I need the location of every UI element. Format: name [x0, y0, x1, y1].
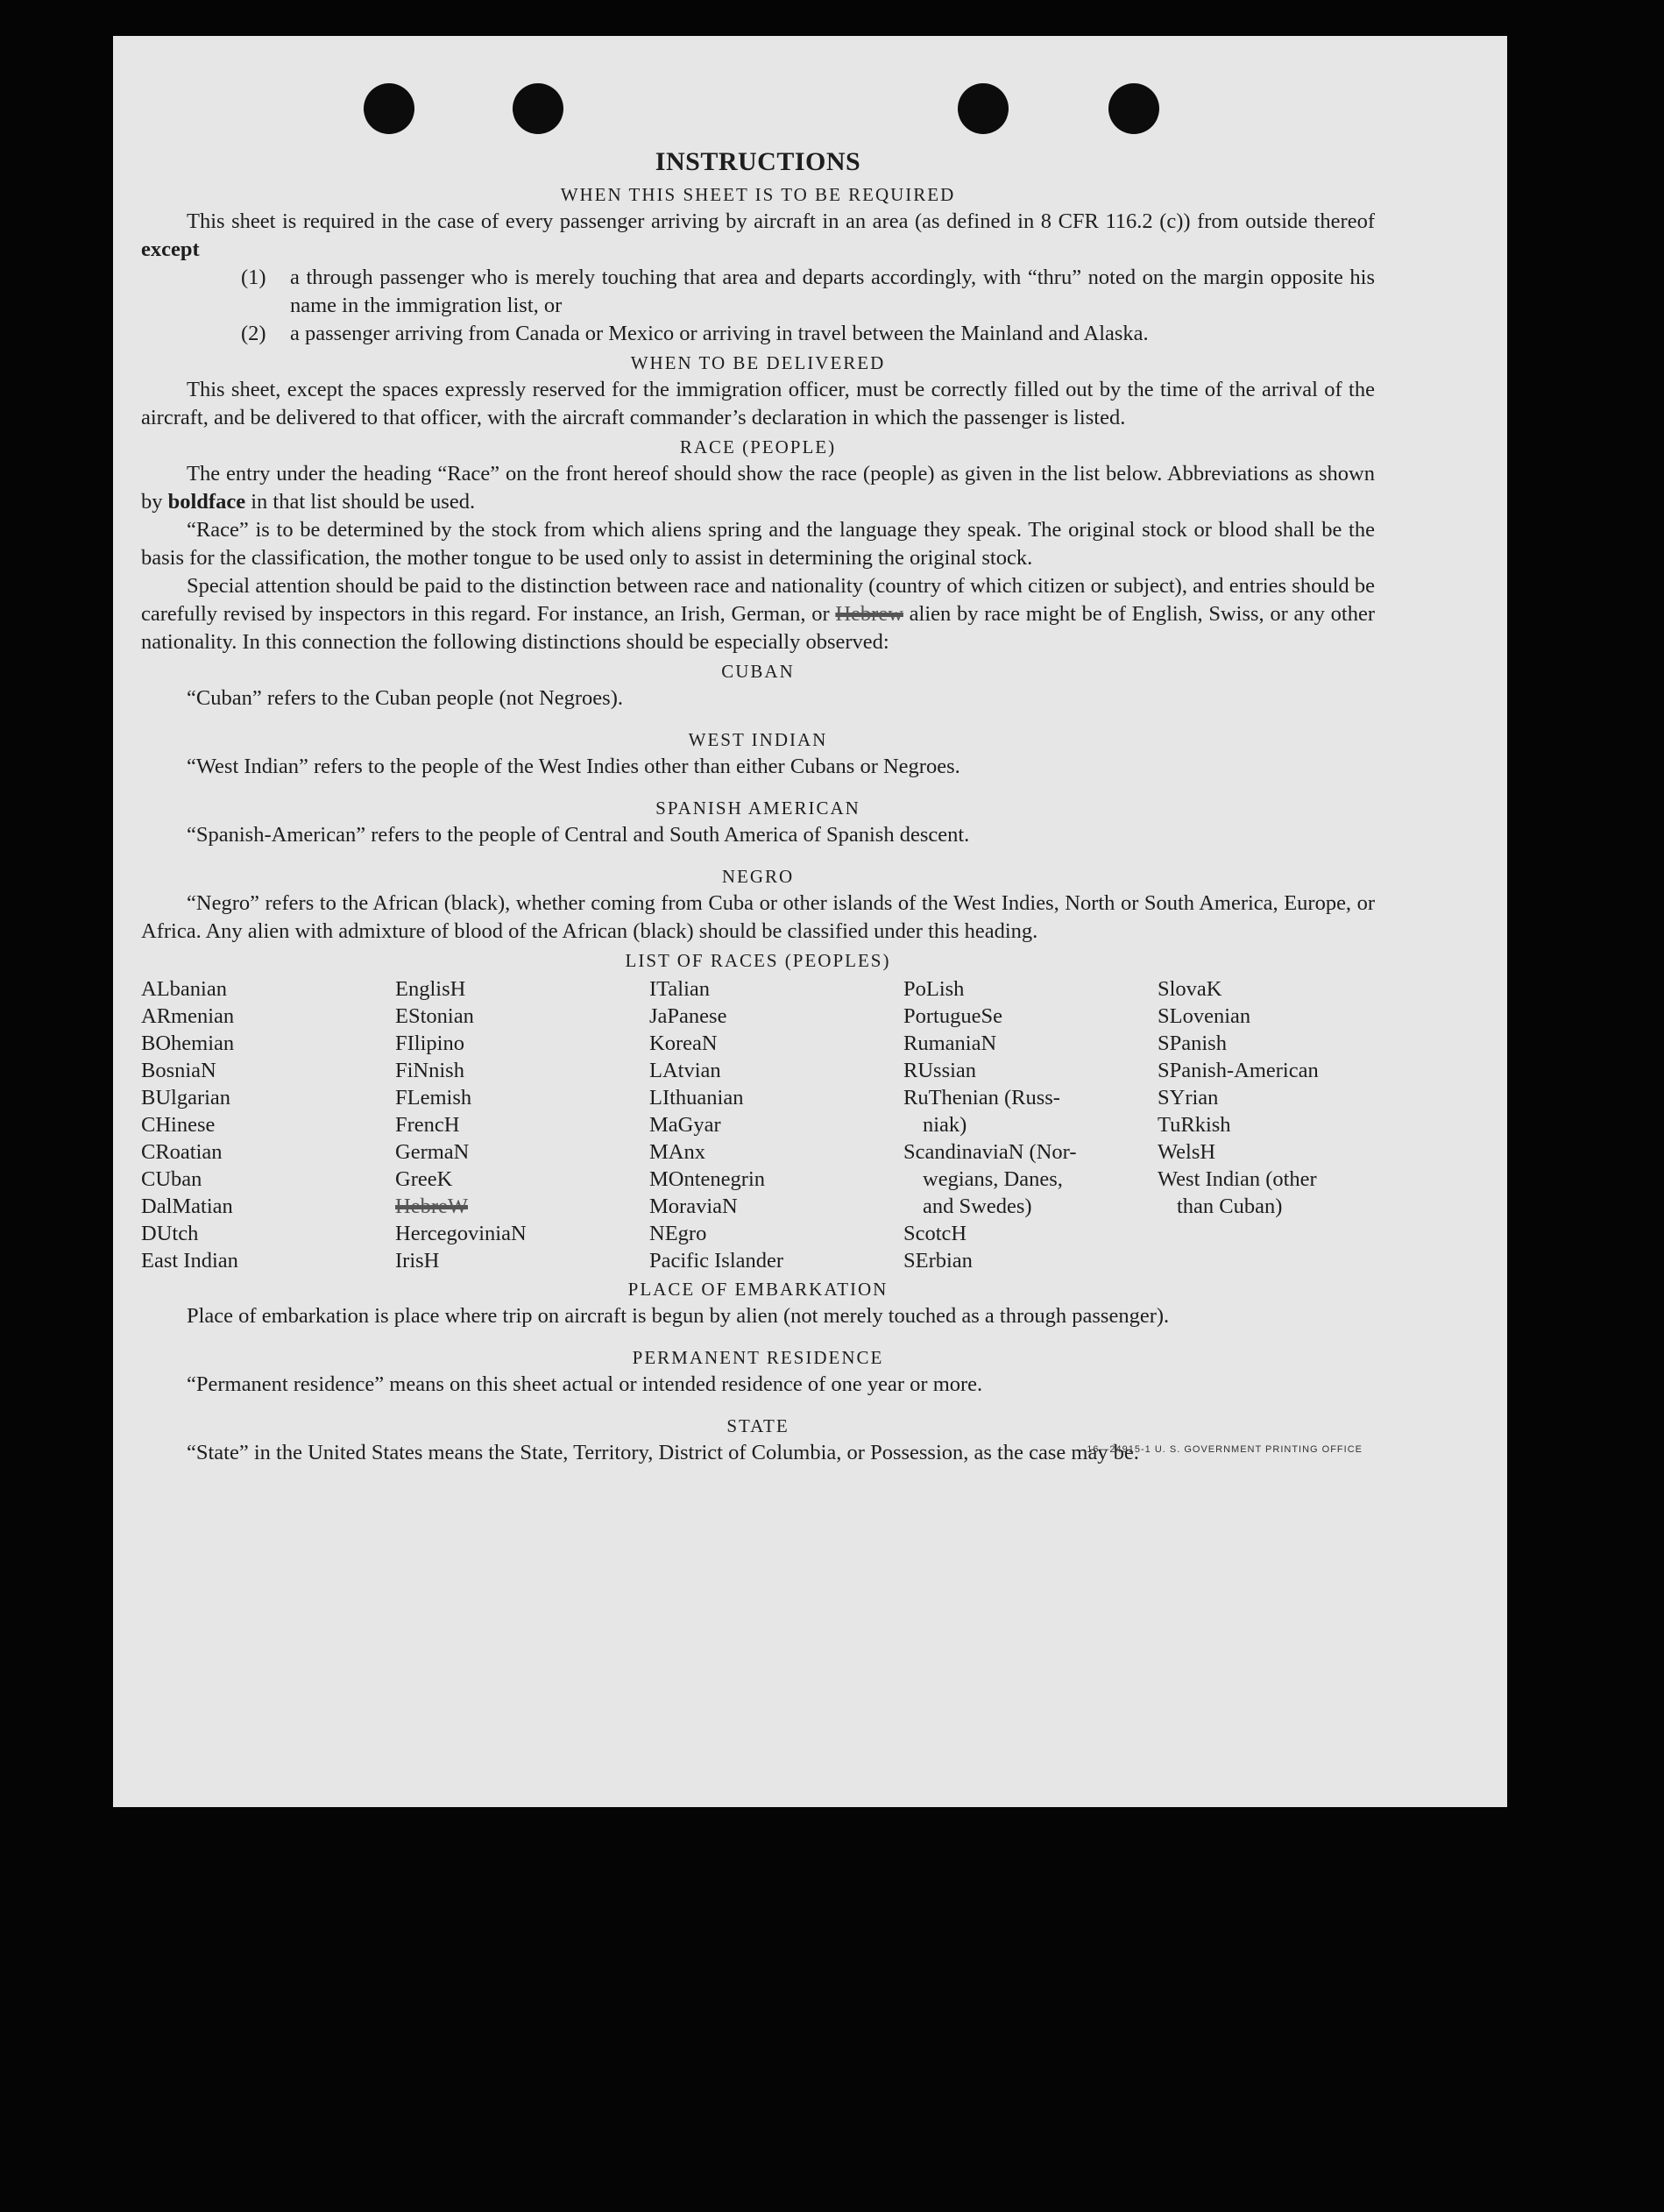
list-item: SPanish [1158, 1032, 1227, 1055]
race-paragraph-1: The entry under the heading “Race” on the front hereof should show the race (people) as given in the list below. Abbreviations as shown by boldface in that list should be used. [141, 462, 1375, 514]
list-item: DUtch [141, 1222, 199, 1245]
list-item: EnglisH [395, 977, 466, 1001]
west-indian-paragraph: “West Indian” refers to the people of the West Indies other than either Cubans or Negroes. [187, 755, 960, 778]
list-item: ScandinaviaN (Nor- [903, 1140, 1077, 1164]
list-item: ScotcH [903, 1222, 967, 1245]
races-column-5 [1158, 975, 1377, 1274]
list-item: PoLish [903, 977, 965, 1001]
list-item: ARmenian [141, 1004, 235, 1028]
section-heading-west-indian: WEST INDIAN [688, 729, 828, 750]
list-item: RUssian [903, 1059, 977, 1082]
section-heading-negro: NEGRO [721, 866, 795, 887]
required-item-1: (1) a through passenger who is merely touching that area and departs accordingly, with “thru” noted on the margin opposite his name in the immigration list, or [241, 266, 1375, 317]
list-item: SErbian [903, 1249, 973, 1273]
residence-paragraph: “Permanent residence” means on this sheet actual or intended residence of one year or more. [187, 1372, 983, 1396]
list-item: CUban [141, 1167, 202, 1191]
list-item: FIlipino [395, 1032, 464, 1055]
list-item: MoraviaN [649, 1195, 738, 1218]
cuban-paragraph: “Cuban” refers to the Cuban people (not Negroes). [187, 686, 623, 710]
instructions-content [141, 146, 1375, 1467]
list-item: TuRkish [1158, 1113, 1231, 1137]
list-item-struck: HebreW [395, 1195, 468, 1218]
list-item-continuation: wegians, Danes, [923, 1167, 1063, 1191]
races-column-2 [395, 975, 649, 1274]
page-title: INSTRUCTIONS [655, 147, 861, 176]
state-footer-row [141, 1439, 1375, 1467]
list-item: WelsH [1158, 1140, 1216, 1164]
section-heading-cuban: CUBAN [721, 661, 795, 682]
list-item: MOntenegrin [649, 1167, 765, 1191]
list-item: GreeK [395, 1167, 453, 1191]
list-item: SLovenian [1158, 1004, 1251, 1028]
punch-hole [513, 83, 563, 134]
list-item: HercegoviniaN [395, 1222, 527, 1245]
delivered-paragraph: This sheet, except the spaces expressly reserved for the immigration officer, must be correctly filled out by the time of the arrival of the aircraft, and be delivered to that officer, with the aircraft commander’s declaration in which the passenger is listed. [141, 378, 1375, 429]
list-item: ALbanian [141, 977, 227, 1001]
section-heading-list-of-races: LIST OF RACES (PEOPLES) [625, 950, 891, 971]
list-item: ITalian [649, 977, 711, 1001]
list-item: IrisH [395, 1249, 440, 1273]
list-item-continuation: niak) [923, 1113, 967, 1137]
list-item: FLemish [395, 1086, 472, 1110]
list-item: JaPanese [649, 1004, 727, 1028]
list-item: MaGyar [649, 1113, 721, 1137]
list-item: LIthuanian [649, 1086, 744, 1110]
list-item: EStonian [395, 1004, 474, 1028]
list-item: PortugueSe [903, 1004, 1002, 1028]
instruction-sheet [113, 36, 1507, 1807]
section-heading-required: WHEN THIS SHEET IS TO BE REQUIRED [560, 184, 956, 205]
list-item: MAnx [649, 1140, 705, 1164]
list-item-continuation: than Cuban) [1177, 1195, 1283, 1218]
section-heading-residence: PERMANENT RESIDENCE [632, 1347, 884, 1368]
list-item: West Indian (other [1158, 1167, 1317, 1191]
list-item: DalMatian [141, 1195, 233, 1218]
list-item: East Indian [141, 1249, 238, 1273]
embarkation-paragraph: Place of embarkation is place where trip on aircraft is begun by alien (not merely touched as a through passenger). [187, 1304, 1170, 1328]
races-column-3 [649, 975, 903, 1274]
spanish-american-paragraph: “Spanish-American” refers to the people of Central and South America of Spanish descent. [187, 823, 970, 847]
section-heading-delivered: WHEN TO BE DELIVERED [630, 352, 886, 373]
list-item: RuThenian (Russ- [903, 1086, 1060, 1110]
list-item: Pacific Islander [649, 1249, 784, 1273]
list-item: FiNnish [395, 1059, 464, 1082]
punch-hole [1108, 83, 1159, 134]
printer-mark: 16—24915-1 U. S. GOVERNMENT PRINTING OFFICE [1087, 1444, 1363, 1455]
list-item: GermaN [395, 1140, 470, 1164]
section-heading-embarkation: PLACE OF EMBARKATION [627, 1279, 889, 1300]
race-paragraph-2: “Race” is to be determined by the stock from which aliens spring and the language they speak. The original stock or blood shall be the basis for the classification, the mother tongue to be used only to assist in determining the original stock. [141, 518, 1375, 570]
list-item: FrencH [395, 1113, 460, 1137]
list-item: BosniaN [141, 1059, 216, 1082]
races-list [141, 975, 1375, 1274]
section-heading-spanish-american: SPANISH AMERICAN [655, 798, 860, 819]
punch-hole [364, 83, 414, 134]
races-column-4 [903, 975, 1158, 1274]
punch-hole [958, 83, 1009, 134]
list-item: NEgro [649, 1222, 707, 1245]
list-item: CRoatian [141, 1140, 223, 1164]
list-item: SPanish-American [1158, 1059, 1319, 1082]
list-item: BOhemian [141, 1032, 235, 1055]
list-item: BUlgarian [141, 1086, 231, 1110]
races-column-1 [141, 975, 395, 1274]
section-heading-state: STATE [726, 1415, 790, 1436]
list-item: CHinese [141, 1113, 216, 1137]
list-item: KoreaN [649, 1032, 718, 1055]
required-item-2: (2) a passenger arriving from Canada or Mexico or arriving in travel between the Mainland and Alaska. [241, 322, 1149, 345]
race-paragraph-3: Special attention should be paid to the distinction between race and nationality (country of which citizen or subject), and entries should be carefully revised by inspectors in this regard. For instance, an Irish, German, or Hebrew alien by race might be of English, Swiss, or any other nationality. In this connection the following distinctions should be especially observed: [141, 574, 1375, 654]
list-item: LAtvian [649, 1059, 721, 1082]
negro-paragraph: “Negro” refers to the African (black), whether coming from Cuba or other islands of the West Indies, North or South America, Europe, or Africa. Any alien with admixture of blood of the African (black) should be classified under this heading. [141, 891, 1375, 943]
section-heading-race: RACE (PEOPLE) [679, 436, 837, 457]
list-item: SlovaK [1158, 977, 1222, 1001]
state-paragraph: “State” in the United States means the State, Territory, District of Columbia, or Possession, as the case may be. [187, 1441, 1139, 1464]
required-paragraph: This sheet is required in the case of every passenger arriving by aircraft in an area (as defined in 8 CFR 116.2 (c)) from outside thereof except [141, 209, 1375, 261]
list-item: SYrian [1158, 1086, 1219, 1110]
list-item: RumaniaN [903, 1032, 997, 1055]
list-item-continuation: and Swedes) [923, 1195, 1032, 1218]
